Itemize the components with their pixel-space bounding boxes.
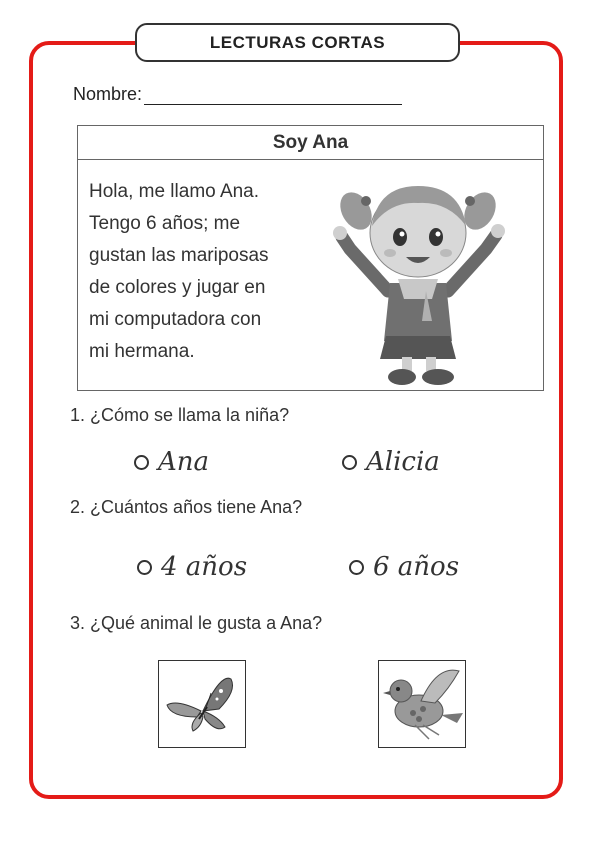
option-label: 4 años — [161, 552, 248, 582]
question-1: 1. ¿Cómo se llama la niña? — [70, 405, 290, 425]
bird-icon — [379, 661, 465, 747]
story-line: de colores y jugar en — [89, 277, 266, 298]
story-line: mi hermana. — [89, 341, 195, 362]
story-text — [89, 176, 309, 368]
story-line: mi computadora con — [89, 309, 262, 330]
butterfly-icon — [159, 661, 245, 747]
option-alicia[interactable] — [342, 447, 440, 477]
page-title: LECTURAS CORTAS — [135, 23, 460, 62]
story-box — [77, 125, 544, 391]
story-line: Tengo 6 años; me — [89, 213, 241, 234]
radio-circle-icon[interactable] — [349, 560, 364, 575]
option-label: Alicia — [366, 447, 440, 477]
option-4-anos[interactable] — [137, 552, 247, 582]
name-underline[interactable] — [144, 84, 402, 105]
girl-illustration — [328, 171, 508, 386]
radio-circle-icon[interactable] — [137, 560, 152, 575]
story-title: Soy Ana — [78, 126, 543, 160]
bird-option[interactable] — [378, 660, 466, 748]
story-line: Hola, me llamo Ana. — [89, 181, 260, 202]
option-label: Ana — [158, 447, 210, 477]
option-ana[interactable] — [134, 447, 209, 477]
butterfly-option[interactable] — [158, 660, 246, 748]
name-label: Nombre: — [73, 84, 143, 104]
name-field[interactable] — [73, 84, 402, 105]
question-3: 3. ¿Qué animal le gusta a Ana? — [70, 613, 323, 633]
story-line: gustan las mariposas — [89, 245, 269, 266]
question-2: 2. ¿Cuántos años tiene Ana? — [70, 497, 303, 517]
radio-circle-icon[interactable] — [134, 455, 149, 470]
radio-circle-icon[interactable] — [342, 455, 357, 470]
option-6-anos[interactable] — [349, 552, 459, 582]
option-label: 6 años — [373, 552, 460, 582]
